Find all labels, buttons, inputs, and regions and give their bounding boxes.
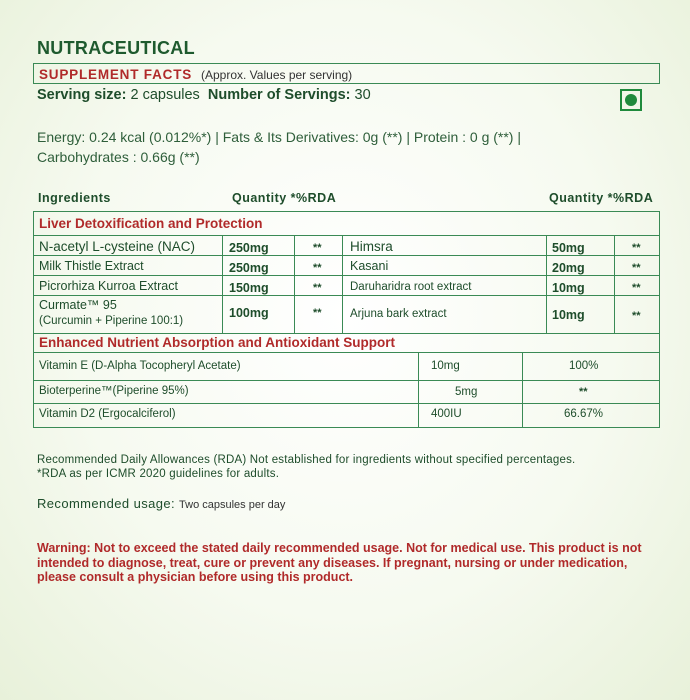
- number-of-servings-value: 30: [354, 87, 371, 103]
- section-title-liver: Liver Detoxification and Protection: [39, 216, 263, 231]
- quantity-rda-header-left: Quantity *%RDA: [232, 191, 337, 205]
- supplement-facts-subtitle: (Approx. Values per serving): [201, 68, 353, 82]
- ingredient-rda: **: [632, 242, 641, 254]
- ingredient-rda: 66.67%: [564, 408, 604, 420]
- vegetarian-dot: [625, 94, 637, 106]
- ingredient-name: Curmate™ 95: [39, 298, 117, 312]
- nutrition-line-1: Energy: 0.24 kcal (0.012%*) | Fats & Its Derivatives: 0g (**) | Protein : 0 g (**) |: [37, 129, 521, 145]
- ingredient-name: Vitamin D2 (Ergocalciferol): [39, 408, 176, 420]
- supplement-facts-title: SUPPLEMENT FACTS: [39, 67, 193, 82]
- vegetarian-mark-icon: [620, 89, 642, 111]
- serving-info: [37, 87, 371, 103]
- ingredient-quantity: 400IU: [431, 408, 462, 420]
- ingredient-name: Arjuna bark extract: [350, 308, 447, 320]
- ingredient-rda: **: [313, 242, 322, 254]
- ingredient-name-detail: (Curcumin + Piperine 100:1): [39, 315, 184, 327]
- ingredient-name: Bioterperine™(Piperine 95%): [39, 385, 189, 397]
- supplement-facts-banner: [33, 63, 660, 84]
- warning-label: Warning:: [37, 541, 91, 555]
- ingredient-name: N-acetyl L-cysteine (NAC): [39, 239, 196, 254]
- page-heading: NUTRACEUTICAL: [37, 38, 195, 58]
- ingredient-rda: 100%: [569, 360, 599, 372]
- ingredient-quantity: 250mg: [229, 261, 269, 275]
- warning-text: [37, 541, 662, 585]
- ingredient-rda: **: [313, 307, 322, 319]
- ingredient-rda: **: [579, 386, 588, 398]
- serving-size-value: 2 capsules: [130, 87, 200, 103]
- ingredient-name: Picrorhiza Kurroa Extract: [39, 279, 178, 293]
- ingredients-column-header: Ingredients: [38, 191, 111, 205]
- recommended-usage-label: Recommended usage:: [37, 496, 175, 511]
- ingredient-rda: **: [313, 282, 322, 294]
- nutrition-line-2: Carbohydrates : 0.66g (**): [37, 149, 200, 165]
- ingredient-quantity: 20mg: [552, 261, 585, 275]
- ingredient-rda: **: [632, 282, 641, 294]
- ingredient-quantity: 250mg: [229, 241, 269, 255]
- ingredients-table: [33, 211, 660, 428]
- rda-footnote: *RDA as per ICMR 2020 guidelines for adults.: [37, 468, 280, 480]
- serving-size-label: Serving size:: [37, 87, 127, 103]
- ingredient-quantity: 150mg: [229, 281, 269, 295]
- ingredient-name: Daruharidra root extract: [350, 281, 472, 293]
- quantity-rda-header-right: Quantity *%RDA: [549, 191, 654, 205]
- ingredient-name: Milk Thistle Extract: [39, 259, 144, 273]
- section-title-absorption: Enhanced Nutrient Absorption and Antioxidant Support: [39, 335, 395, 350]
- ingredient-name: Himsra: [350, 239, 393, 254]
- rda-note: Recommended Daily Allowances (RDA) Not established for ingredients without specified percentages.: [37, 454, 576, 466]
- number-of-servings-label: Number of Servings:: [207, 87, 351, 103]
- ingredient-name: Vitamin E (D-Alpha Tocopheryl Acetate): [39, 360, 241, 372]
- ingredient-quantity: 50mg: [552, 241, 585, 255]
- ingredient-quantity: 5mg: [455, 386, 478, 398]
- recommended-usage-value: Two capsules per day: [179, 499, 286, 511]
- ingredient-rda: **: [632, 310, 641, 322]
- warning-body: Not to exceed the stated daily recommended usage. Not for medical use. This product is not intended to diagnose, treat, cure or prevent any diseases. If pregnant, nursing or under medication, please consult a physician before using this product.: [37, 541, 642, 584]
- recommended-usage: [37, 496, 285, 511]
- ingredient-quantity: 100mg: [229, 306, 269, 320]
- ingredient-rda: **: [313, 262, 322, 274]
- ingredient-quantity: 10mg: [552, 281, 585, 295]
- ingredient-quantity: 10mg: [431, 360, 460, 372]
- ingredient-quantity: 10mg: [552, 308, 585, 322]
- ingredient-name: Kasani: [350, 259, 389, 273]
- ingredient-rda: **: [632, 262, 641, 274]
